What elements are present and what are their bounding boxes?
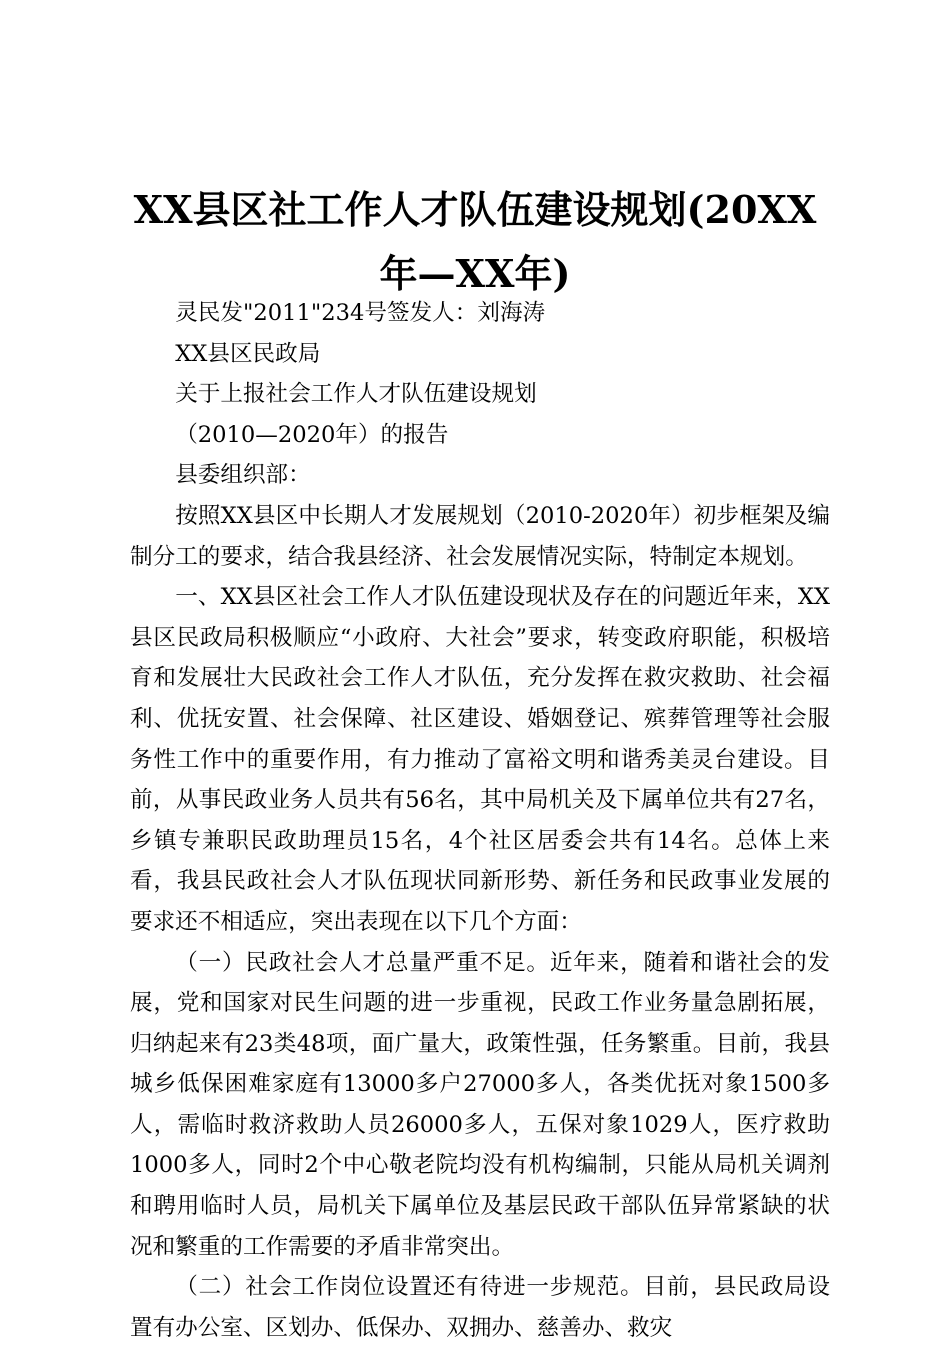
recipient-line: 县委组织部： <box>175 462 311 489</box>
report-subject-line-1: 关于上报社会工作人才队伍建设规划 <box>175 381 537 408</box>
paragraph-subsection-1: （一）民政社会人才总量严重不足。近年来，随着和谐社会的发展，党和国家对民生问题的进一步重视，民政工作业务量急剧拓展，归纳起来有23类48项，面广量大，政策性强，任务繁重。目前，我县城乡低保困难家庭有13000多户27000多人，各类优抚对象1500多人，需临时救济救助人员26000多人，五保对象1029人，医疗救助1000多人，同时2个中心敬老院均没有机构编制，只能从局机关调剂和聘用临时人员，局机关下属单位及基层民政干部队伍异常紧缺的状况和繁重的工作需要的矛盾非常突出。 <box>130 949 830 1260</box>
report-subject-line-2: （2010—2020年）的报告 <box>175 421 449 448</box>
paragraph-intro: 按照XX县区中长期人才发展规划（2010-2020年）初步框架及编制分工的要求，结合我县经济、社会发展情况实际，特制定本规划。 <box>130 502 830 570</box>
issuing-office: XX县区民政局 <box>175 340 321 367</box>
paragraph-subsection-2: （二）社会工作岗位设置还有待进一步规范。目前，县民政局设置有办公室、区划办、低保办、双拥办、慈善办、救灾 <box>130 1274 830 1341</box>
document-title: XX县区社工作人才队伍建设规划(20XX年—XX年) <box>133 187 817 296</box>
document-body <box>130 293 830 1348</box>
paragraph-section-1: 一、XX县区社会工作人才队伍建设现状及存在的问题近年来，XX县区民政局积极顺应“小政府、大社会”要求，转变政府职能，积极培育和发展壮大民政社会工作人才队伍，充分发挥在救灾救助、社会福利、优抚安置、社会保障、社区建设、婚姻登记、殡葬管理等社会服务性工作中的重要作用，有力推动了富裕文明和谐秀美灵台建设。目前，从事民政业务人员共有56名，其中局机关及下属单位共有27名，乡镇专兼职民政助理员15名，4个社区居委会共有14名。总体上来看，我县民政社会人才队伍现状同新形势、新任务和民政事业发展的要求还不相适应，突出表现在以下几个方面： <box>130 584 830 935</box>
document-number-line: 灵民发"2011"234号签发人：刘海涛 <box>175 300 546 326</box>
